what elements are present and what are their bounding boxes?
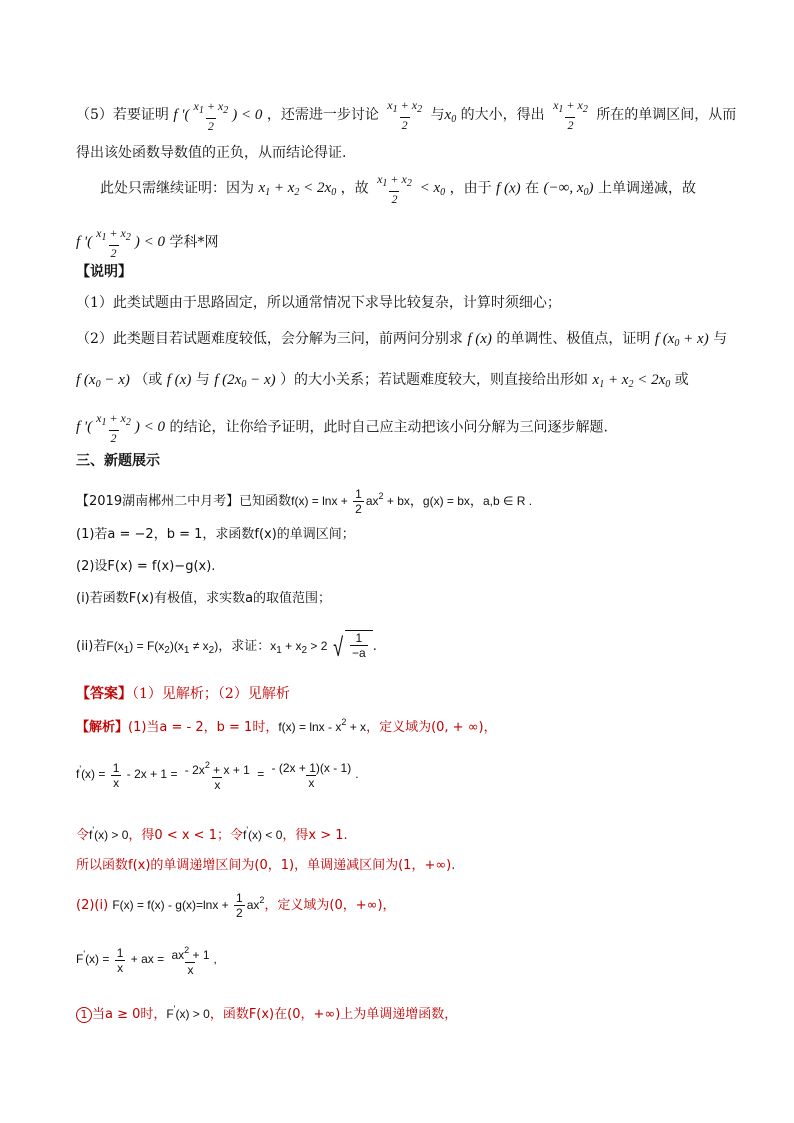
problem-q2ii: (ii)若$F(x_1) = F(x_2)(x_1 \ne x_2)$，求证：$x_1 + x_2 > 2$ √ $\frac{1}{-a}$ .	[76, 631, 377, 662]
explain-heading: 【说明】	[76, 264, 132, 280]
analysis-line1: 【解析】(1)当a = - 2，b = 1时，$f(x) = \ln x - x^2 + x$，定义域为(0, + ∞)，	[76, 717, 497, 735]
problem-statement: 【2019湖南郴州二中月考】已知函数f(x) = lnx + $\frac{1}{2}$ $ax^2$ + bx，g(x) = bx，a,b ∈ R .	[76, 487, 533, 517]
math-fprime-mid: f '( $\frac{x_1 + x_2}{2}$ ) < 0	[173, 98, 263, 133]
explain-item2-line2: f $(x_0 - x)$ （或 f (x) 与 f $(2x_0 - x)$ ）的大小关系；若试题难度较大，则直接给出形如 $x_1 + x_2 < 2x_0$ 或	[76, 372, 689, 390]
proof-line: 此处只需继续证明：因为 $x_1 + x_2 < 2x_0$ ，故 $\frac{x_1 + x_2}{2}$ < $x_0$ ，由于 f (x) 在 (−∞, $x_0$) 上单调递减，故	[100, 172, 696, 206]
math-mid: $\frac{x_1 + x_2}{2}$	[387, 98, 423, 132]
analysis-line3: 令f'(x) > 0，得0 < x < 1；令f'(x) < 0，得x > 1.	[76, 825, 348, 843]
para-5-line2: 得出该处函数导数值的正负，从而结论得证.	[76, 145, 347, 161]
problem-q1: (1)若a = −2，b = 1，求函数f(x)的单调区间；	[76, 527, 355, 542]
circled-one-icon: 1	[76, 1007, 92, 1023]
analysis-line5: (2)(i) F(x) = f(x) - g(x)=lnx + $\frac{1}{2}$ $ax^2$，定义域为(0，+∞)，	[76, 891, 396, 921]
explain-item2-line1: （2）此类题目若试题难度较低，会分解为三问，前两问分别求 f (x) 的单调性、极值点，证明 f $(x_0 + x)$ 与	[76, 331, 728, 349]
problem-q2: (2)设F(x) = f(x)−g(x).	[76, 559, 216, 574]
explain-item2-line3: f '( $\frac{x_1 + x_2}{2}$ ) < 0 的结论，让你给予证明，此时自己应主动把该小问分解为三问逐步解题.	[76, 411, 608, 445]
explain-item1: （1）此类试题由于思路固定，所以通常情况下求导比较复杂，计算时须细心；	[76, 295, 561, 311]
section-title: 三、新题展示	[76, 453, 160, 469]
analysis-line7: 1 当a ≥ 0时，F'(x) > 0，函数F(x)在(0，+∞)上为单调递增函数，	[76, 999, 457, 1025]
analysis-F-derivative: F'(x) = $\frac{1}{x}$ + ax = $\frac{ax^2 + 1}{x}$ ,	[76, 945, 217, 977]
problem-q2i: (i)若函数F(x)有极值，求实数a的取值范围；	[76, 591, 332, 606]
answer-line: 【答案】（1）见解析；（2）见解析	[76, 686, 290, 702]
proof-conclusion: f '( $\frac{x_1 + x_2}{2}$ ) < 0 学科*网	[76, 226, 219, 260]
analysis-line4: 所以函数f(x)的单调递增区间为(0，1)，单调递减区间为(1，+∞).	[76, 858, 456, 873]
para-5-line1: （5）若要证明 f '( $\frac{x_1 + x_2}{2}$ ) < 0 ，还需进一步讨论 $\frac{x_1 + x_2}{2}$ 与$x_0$ 的大小，得出 $\frac{x_1 + x_2}{2}$ 所在的单调区间，从而	[76, 98, 737, 133]
analysis-derivative: f'(x) = $\frac{1}{x}$ - 2x + 1 = $\frac{- 2x^2 + x + 1}{x}$ = $\frac{- (2x + 1)(x - 1)}{x}$ .	[76, 760, 359, 792]
